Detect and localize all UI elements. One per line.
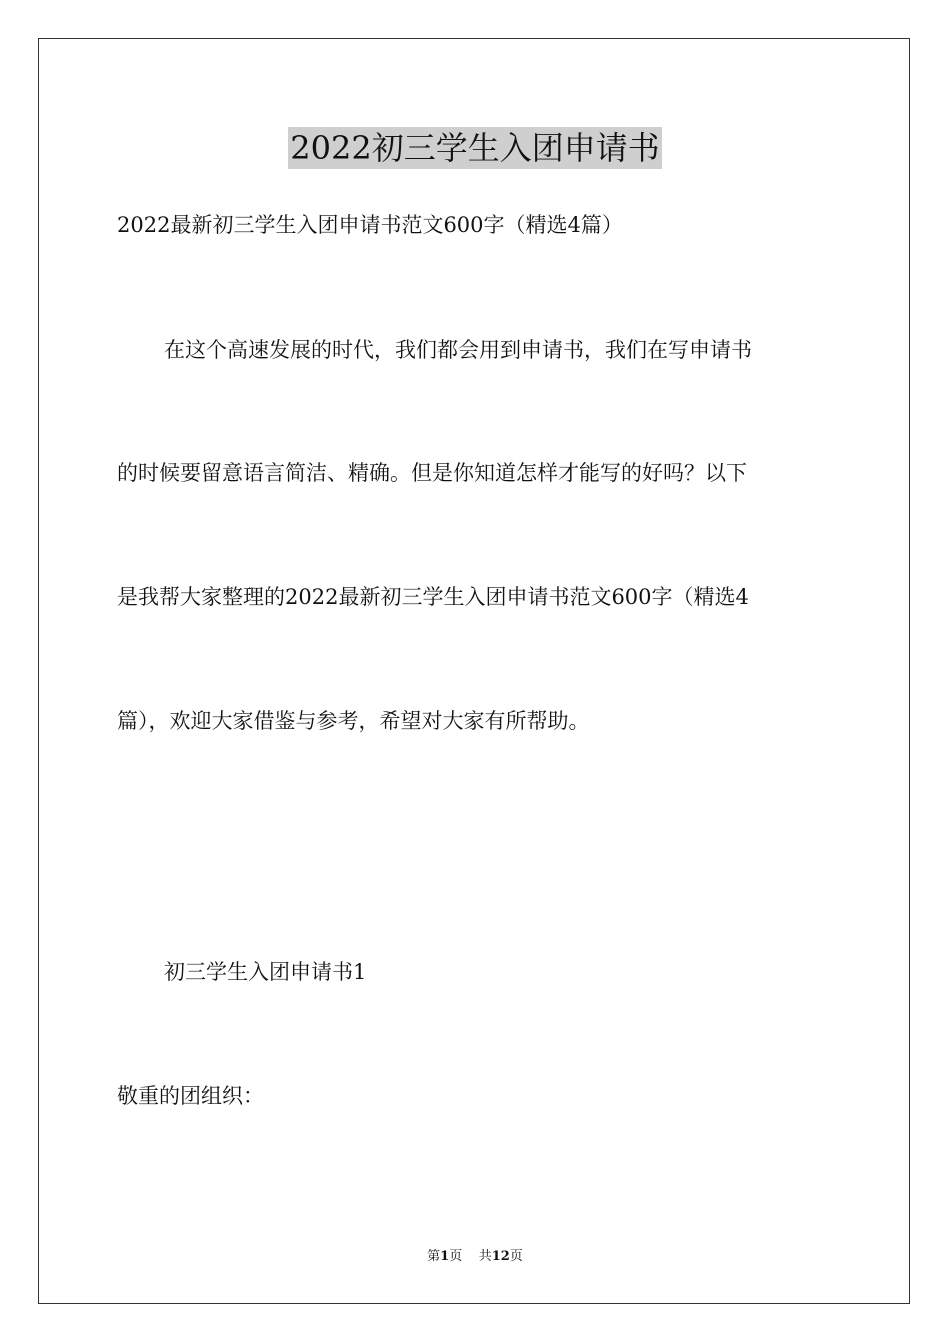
- intro-line-4: 篇），欢迎大家借鉴与参考，希望对大家有所帮助。: [117, 709, 590, 733]
- title-block: [0, 127, 950, 169]
- footer-current-page: 1: [440, 1249, 450, 1264]
- document-title: 2022初三学生入团申请书: [290, 129, 660, 167]
- intro-line-3: 是我帮大家整理的2022最新初三学生入团申请书范文600字（精选4: [117, 585, 749, 609]
- footer-total-unit: 页: [509, 1249, 523, 1264]
- intro-line-2: 的时候要留意语言简洁、精确。但是你知道怎样才能写的好吗？以下: [117, 461, 747, 485]
- intro-line-1: 在这个高速发展的时代，我们都会用到申请书，我们在写申请书: [164, 338, 752, 362]
- section-heading: 初三学生入团申请书1: [164, 960, 367, 984]
- salutation: 敬重的团组织：: [117, 1084, 264, 1108]
- document-subtitle: 2022最新初三学生入团申请书范文600字（精选4篇）: [117, 213, 623, 237]
- footer-page-unit: 页: [449, 1249, 463, 1264]
- footer-prefix: 第: [427, 1249, 441, 1264]
- page-footer: [0, 1248, 950, 1266]
- footer-total-prefix: 共: [478, 1249, 492, 1264]
- footer-total-pages: 12: [491, 1249, 510, 1264]
